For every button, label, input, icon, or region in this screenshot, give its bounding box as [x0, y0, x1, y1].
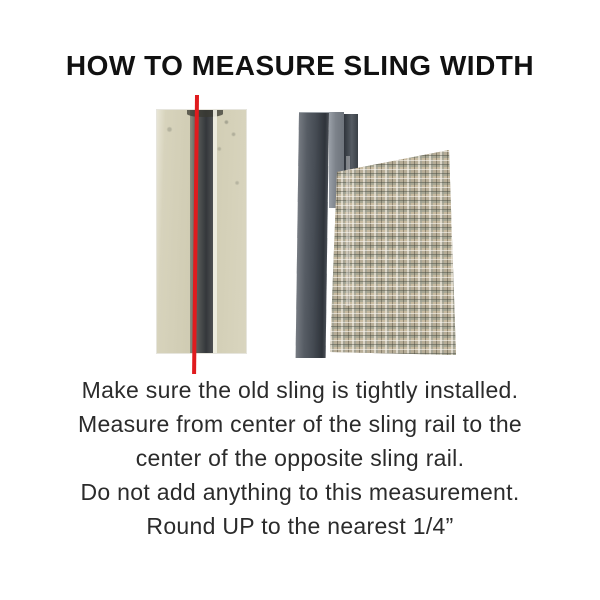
- fabric-light-streak: [346, 156, 350, 306]
- rail-groove-highlight: [213, 110, 217, 353]
- fabric-rail-left-column: [296, 113, 329, 358]
- page-title: HOW TO MEASURE SLING WIDTH: [65, 50, 535, 81]
- instructions-text: [0, 373, 600, 543]
- instruction-line-2: Measure from center of the sling rail to the: [77, 411, 522, 437]
- sling-rail-with-fabric-photo: [299, 112, 456, 359]
- instruction-line-4: Do not add anything to this measurement.: [80, 479, 520, 505]
- instruction-line-1: Make sure the old sling is tightly installed.: [81, 377, 519, 403]
- instruction-line-5: Round UP to the nearest 1/4”: [146, 513, 454, 539]
- rail-groove-cap: [187, 110, 223, 117]
- instruction-line-3: center of the opposite sling rail.: [135, 445, 465, 471]
- sling-rail-photo: [157, 110, 246, 353]
